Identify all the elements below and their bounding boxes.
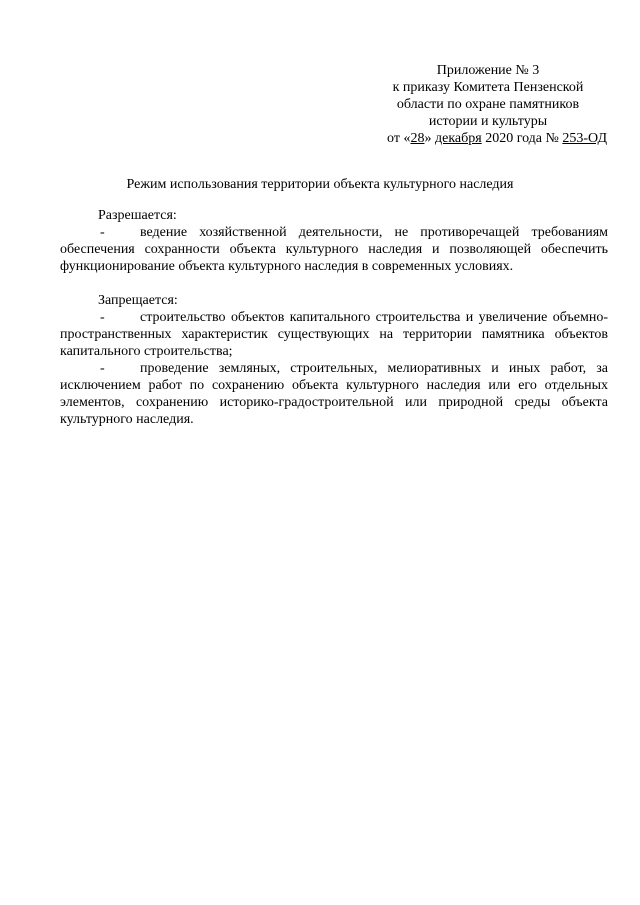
- order-number: 253-ОД: [562, 131, 607, 146]
- forbidden-item: [60, 309, 608, 360]
- bullet-dash: -: [100, 310, 105, 325]
- forbidden-item-text: строительство объектов капитального строительства и увеличение объемно-пространственных характеристик существующих на территории памятника объектов капитального строительства;: [60, 310, 608, 359]
- forbidden-label: Запрещается:: [98, 293, 178, 308]
- allowed-item: [60, 224, 608, 275]
- bullet-dash: -: [100, 225, 105, 240]
- forbidden-item: [60, 360, 608, 428]
- document-title: Режим использования территории объекта культурного наследия: [126, 177, 514, 192]
- order-date-line: [307, 130, 607, 147]
- order-reference: к приказу Комитета Пензенской: [392, 80, 584, 95]
- date-mid: »: [424, 131, 435, 146]
- date-year: 2020 года №: [481, 131, 563, 146]
- date-day: 28: [410, 131, 425, 146]
- allowed-item-text: ведение хозяйственной деятельности, не противоречащей требованиям обеспечения сохранности объекта культурного наследия и позволяющей обеспечить функционирование объекта культурного наследия в современных условиях.: [60, 225, 608, 274]
- allowed-label: Разрешается:: [98, 208, 177, 223]
- committee-name: области по охране памятников: [396, 97, 580, 112]
- bullet-dash: -: [100, 361, 105, 376]
- committee-name-cont: истории и культуры: [428, 114, 548, 129]
- appendix-header: [307, 62, 607, 147]
- forbidden-item-text: проведение земляных, строительных, мелиоративных и иных работ, за исключением работ по сохранению объекта культурного наследия или его отдельных элементов, сохранению историко-градостроительной или природной среды объекта культурного наследия.: [60, 361, 608, 427]
- date-month: декабря: [434, 131, 482, 146]
- date-prefix: от «: [387, 131, 411, 146]
- appendix-number: Приложение № 3: [436, 63, 540, 78]
